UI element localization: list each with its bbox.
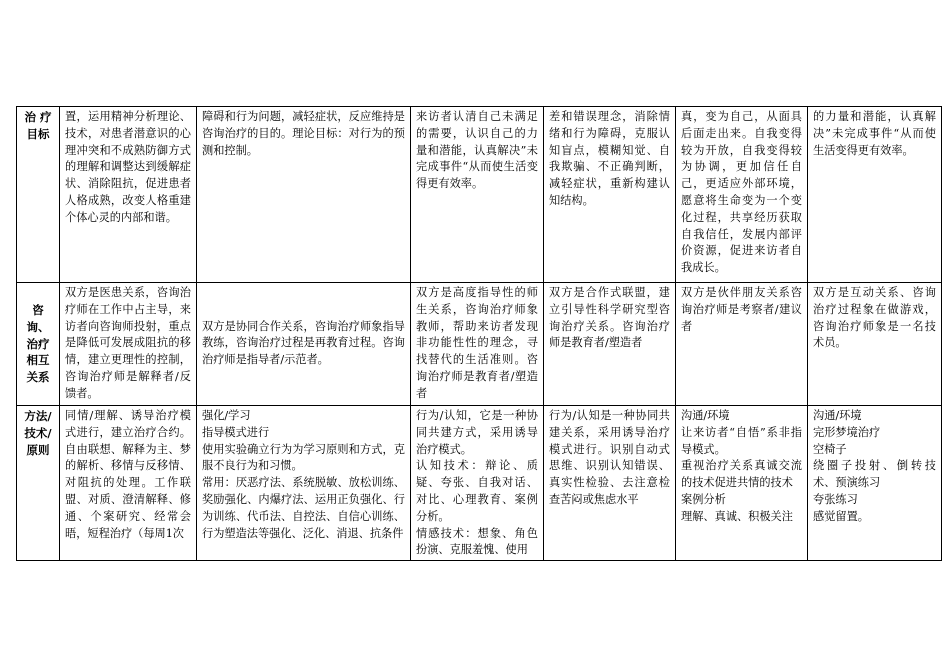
cell-rational-emotive-methods: 行为/认知，它是一种协同共建方式，采用诱导治疗模式。 认知技术：辩论、质疑、夸张、自我对话、对比、心理教育、案例分析。 情感技术：想象、角色扮演、克服羞愧、使用 [411,406,544,561]
cell-person-centered-relationship: 双方是伙伴朋友关系咨询治疗师是考察者/建议者 [676,283,808,406]
cell-psychoanalysis-relationship: 双方是医患关系，咨询治疗师在工作中占主导，来访者向咨询师投射，重点是降低可发展成阻抗的移情，建立更理性的控制，咨询治疗师是解释者/反馈者。 [60,283,197,406]
cell-gestalt-methods: 沟通/环境 完形梦境治疗 空椅子 绕圈子投射、倒转技术、预演练习 夸张练习 感觉留置。 [808,406,942,561]
row-header-methods: 方法/ 技术/ 原则 [17,406,60,561]
cell-rational-emotive-relationship: 双方是高度指导性的师生关系，咨询治疗师象教师，帮助来访者发现非功能性性的理念，寻找替代的生活准则。咨询治疗师是教育者/塑造者 [411,283,544,406]
cell-behavioral-goals: 障碍和行为问题，减轻症状，反应维持是咨询治疗的目的。理论目标：对行为的预测和控制。 [197,107,411,283]
cell-cognitive-relationship: 双方是合作式联盟，建立引导性科学研究型咨询治疗关系。咨询治疗师是教育者/塑造者 [544,283,676,406]
cell-behavioral-methods: 强化/学习 指导模式进行 使用实验确立行为为学习原则和方式，克服不良行为和习惯。 常用：厌恶疗法、系统脱敏、放松训练、奖励强化、内爆疗法、运用正负强化、行为训练、代币法、自控法、自信心训练、行为塑造法等强化、泛化、消退、抗条件 [197,406,411,561]
cell-cognitive-goals: 差和错误理念，消除情绪和行为障碍，克服认知盲点，模糊知觉、自我欺骗、不正确判断，减轻症状，重新构建认知结构。 [544,107,676,283]
table-row-methods [17,406,942,561]
therapy-comparison-table [16,106,942,561]
cell-cognitive-methods: 行为/认知是一种协同共建关系，采用诱导治疗模式进行。识别自动式思维、识别认知错误、真实性检验、去注意检查苦闷或焦虑水平 [544,406,676,561]
row-header-relationship: 咨 询、 治疗 相互 关系 [17,283,60,406]
table-row-therapy-goals [17,107,942,283]
cell-gestalt-goals: 的力量和潜能，认真解决”未完成事件“从而使生活变得更有效率。 [808,107,942,283]
cell-psychoanalysis-methods: 同情/理解、诱导治疗模式进行，建立治疗合约。自由联想、解释为主、梦的解析、移情与反移情、对阻抗的处理。工作联盟、对质、澄清解释、修通、个案研究、经常会晤，短程治疗（每周1次 [60,406,197,561]
cell-person-centered-goals: 真，变为自己，从面具后面走出来。自我变得较为开放，自我变得较为协调，更加信任自己，更适应外部环境，愿意将生命变为一个变化过程，共享经历获取自我信任，发展内部评价资源，促进来访者自我成长。 [676,107,808,283]
row-header-goals: 治 疗 目标 [17,107,60,283]
cell-psychoanalysis-goals: 置，运用精神分析理论、技术，对患者潜意识的心理冲突和不成熟防御方式的理解和调整达到缓解症状、消除阻抗，促进患者人格成熟，改变人格重建个体心灵的内部和谐。 [60,107,197,283]
cell-gestalt-relationship: 双方是互动关系、咨询治疗过程象在做游戏，咨询治疗师象是一名技术员。 [808,283,942,406]
cell-behavioral-relationship: 双方是协同合作关系，咨询治疗师象指导教练，咨询治疗过程是再教育过程。咨询治疗师是指导者/示范者。 [197,283,411,406]
cell-rational-emotive-goals: 来访者认清自己未满足的需要，认识自己的力量和潜能，认真解决”未完成事件“从而使生活变得更有效率。 [411,107,544,283]
table-row-therapeutic-relationship [17,283,942,406]
cell-person-centered-methods: 沟通/环境 让来访者“自悟”系非指导模式。 重视治疗关系真诚交流的技术促进共情的技术 案例分析 理解、真诚、积极关注 [676,406,808,561]
